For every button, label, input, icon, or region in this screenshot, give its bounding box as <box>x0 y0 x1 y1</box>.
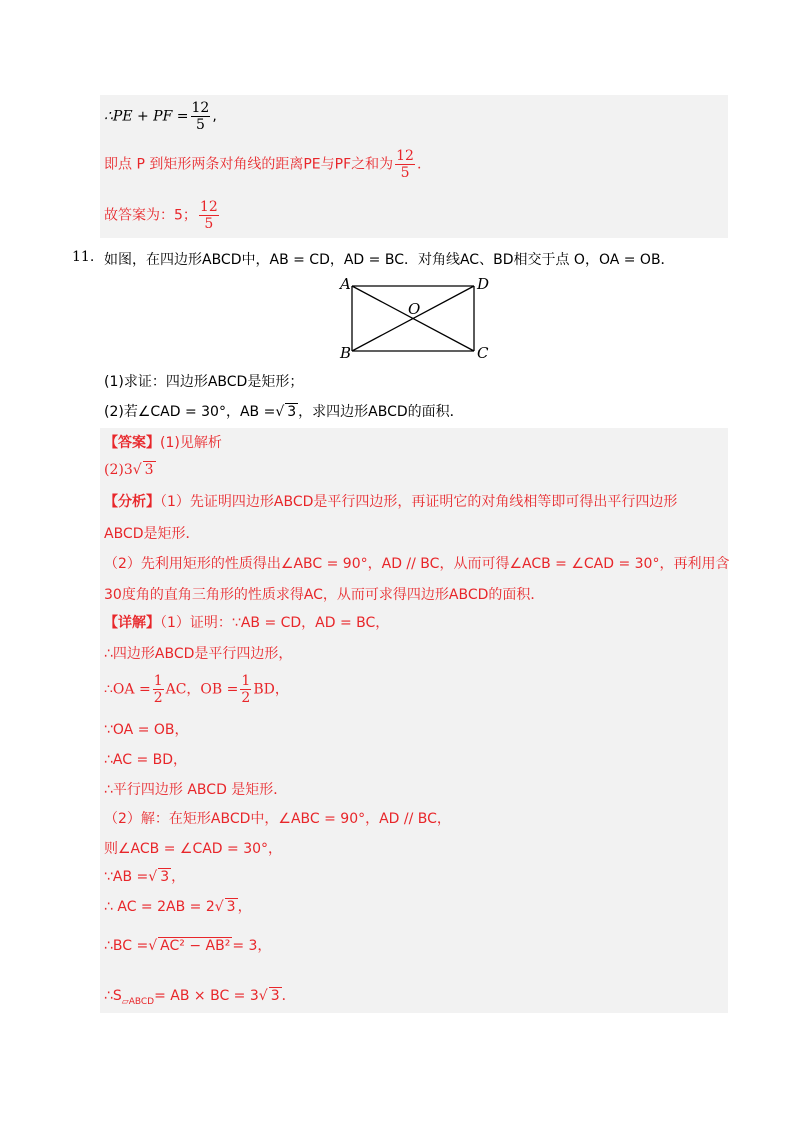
rectangle-figure <box>336 276 496 362</box>
prev-answer-line3: 故答案为：5； $\frac{12}{5}$ <box>104 199 218 232</box>
label-O: O <box>408 300 421 318</box>
detail-line9: ∵AB =√ 3 ， <box>104 869 186 885</box>
question-text: 如图，在四边形ABCD中，AB = CD，AD = BC．对角线AC、BD相交于点 O，OA = OB． <box>104 252 675 268</box>
detail-line1: 【详解】（1）证明：∵AB = CD，AD = BC， <box>104 615 390 631</box>
question-number: 11. <box>72 249 95 265</box>
analysis-line1: 【分析】（1）先证明四边形ABCD是平行四边形，再证明它的对角线相等即可得出平行四边形 <box>104 494 678 510</box>
detail-line2: ∴四边形ABCD是平行四边形， <box>104 646 293 662</box>
detail-line6: ∴平行四边形 ABCD 是矩形． <box>104 782 288 798</box>
question-part1: (1)求证：四边形ABCD是矩形； <box>104 374 304 390</box>
detail-line12: $\therefore S_{▱ABCD}=$ AB × BC = 3√ 3 ． <box>104 988 296 1007</box>
detail-line10: ∴ AC = 2AB = 2√ 3 ， <box>104 899 252 915</box>
analysis-line2b: 30度角的直角三角形的性质求得AC，从而可求得四边形ABCD的面积． <box>104 587 545 603</box>
detail-line3: ∴OA = $\frac{1}{2}$ AC，OB = $\frac{1}{2}$ BD， <box>104 673 289 706</box>
label-C: C <box>477 344 489 362</box>
label-B: B <box>340 344 352 362</box>
prev-answer-line2: 即点 P 到矩形两条对角线的距离PE与PF之和为 $\frac{12}{5}$ . <box>104 148 422 181</box>
label-A: A <box>340 276 351 293</box>
detail-line7: （2）解：在矩形ABCD中，∠ABC = 90°，AD // BC， <box>104 811 451 827</box>
answer-line: 【答案】(1)见解析 <box>104 435 222 451</box>
answer-panel <box>100 428 728 1013</box>
answer-line2: (2)3√ 3 <box>104 462 154 478</box>
label-D: D <box>477 276 490 293</box>
detail-line11: ∴BC =√ AC² − AB² = 3， <box>104 938 272 954</box>
prev-answer-line1: ∴PE + PF = $\frac{12}{5}$ , <box>104 100 217 133</box>
detail-line8: 则∠ACB = ∠CAD = 30°， <box>104 841 283 857</box>
analysis-line1b: ABCD是矩形． <box>104 526 200 542</box>
question-part2: (2)若∠CAD = 30°，AB =√ 3 ，求四边形ABCD的面积． <box>104 404 464 420</box>
detail-line5: ∴AC = BD， <box>104 752 188 768</box>
detail-line4: ∵OA = OB， <box>104 722 189 738</box>
analysis-line2: （2）先利用矩形的性质得出∠ABC = 90°，AD // BC，从而可得∠ACB = ∠CAD = 30°，再利用含 <box>104 556 730 572</box>
